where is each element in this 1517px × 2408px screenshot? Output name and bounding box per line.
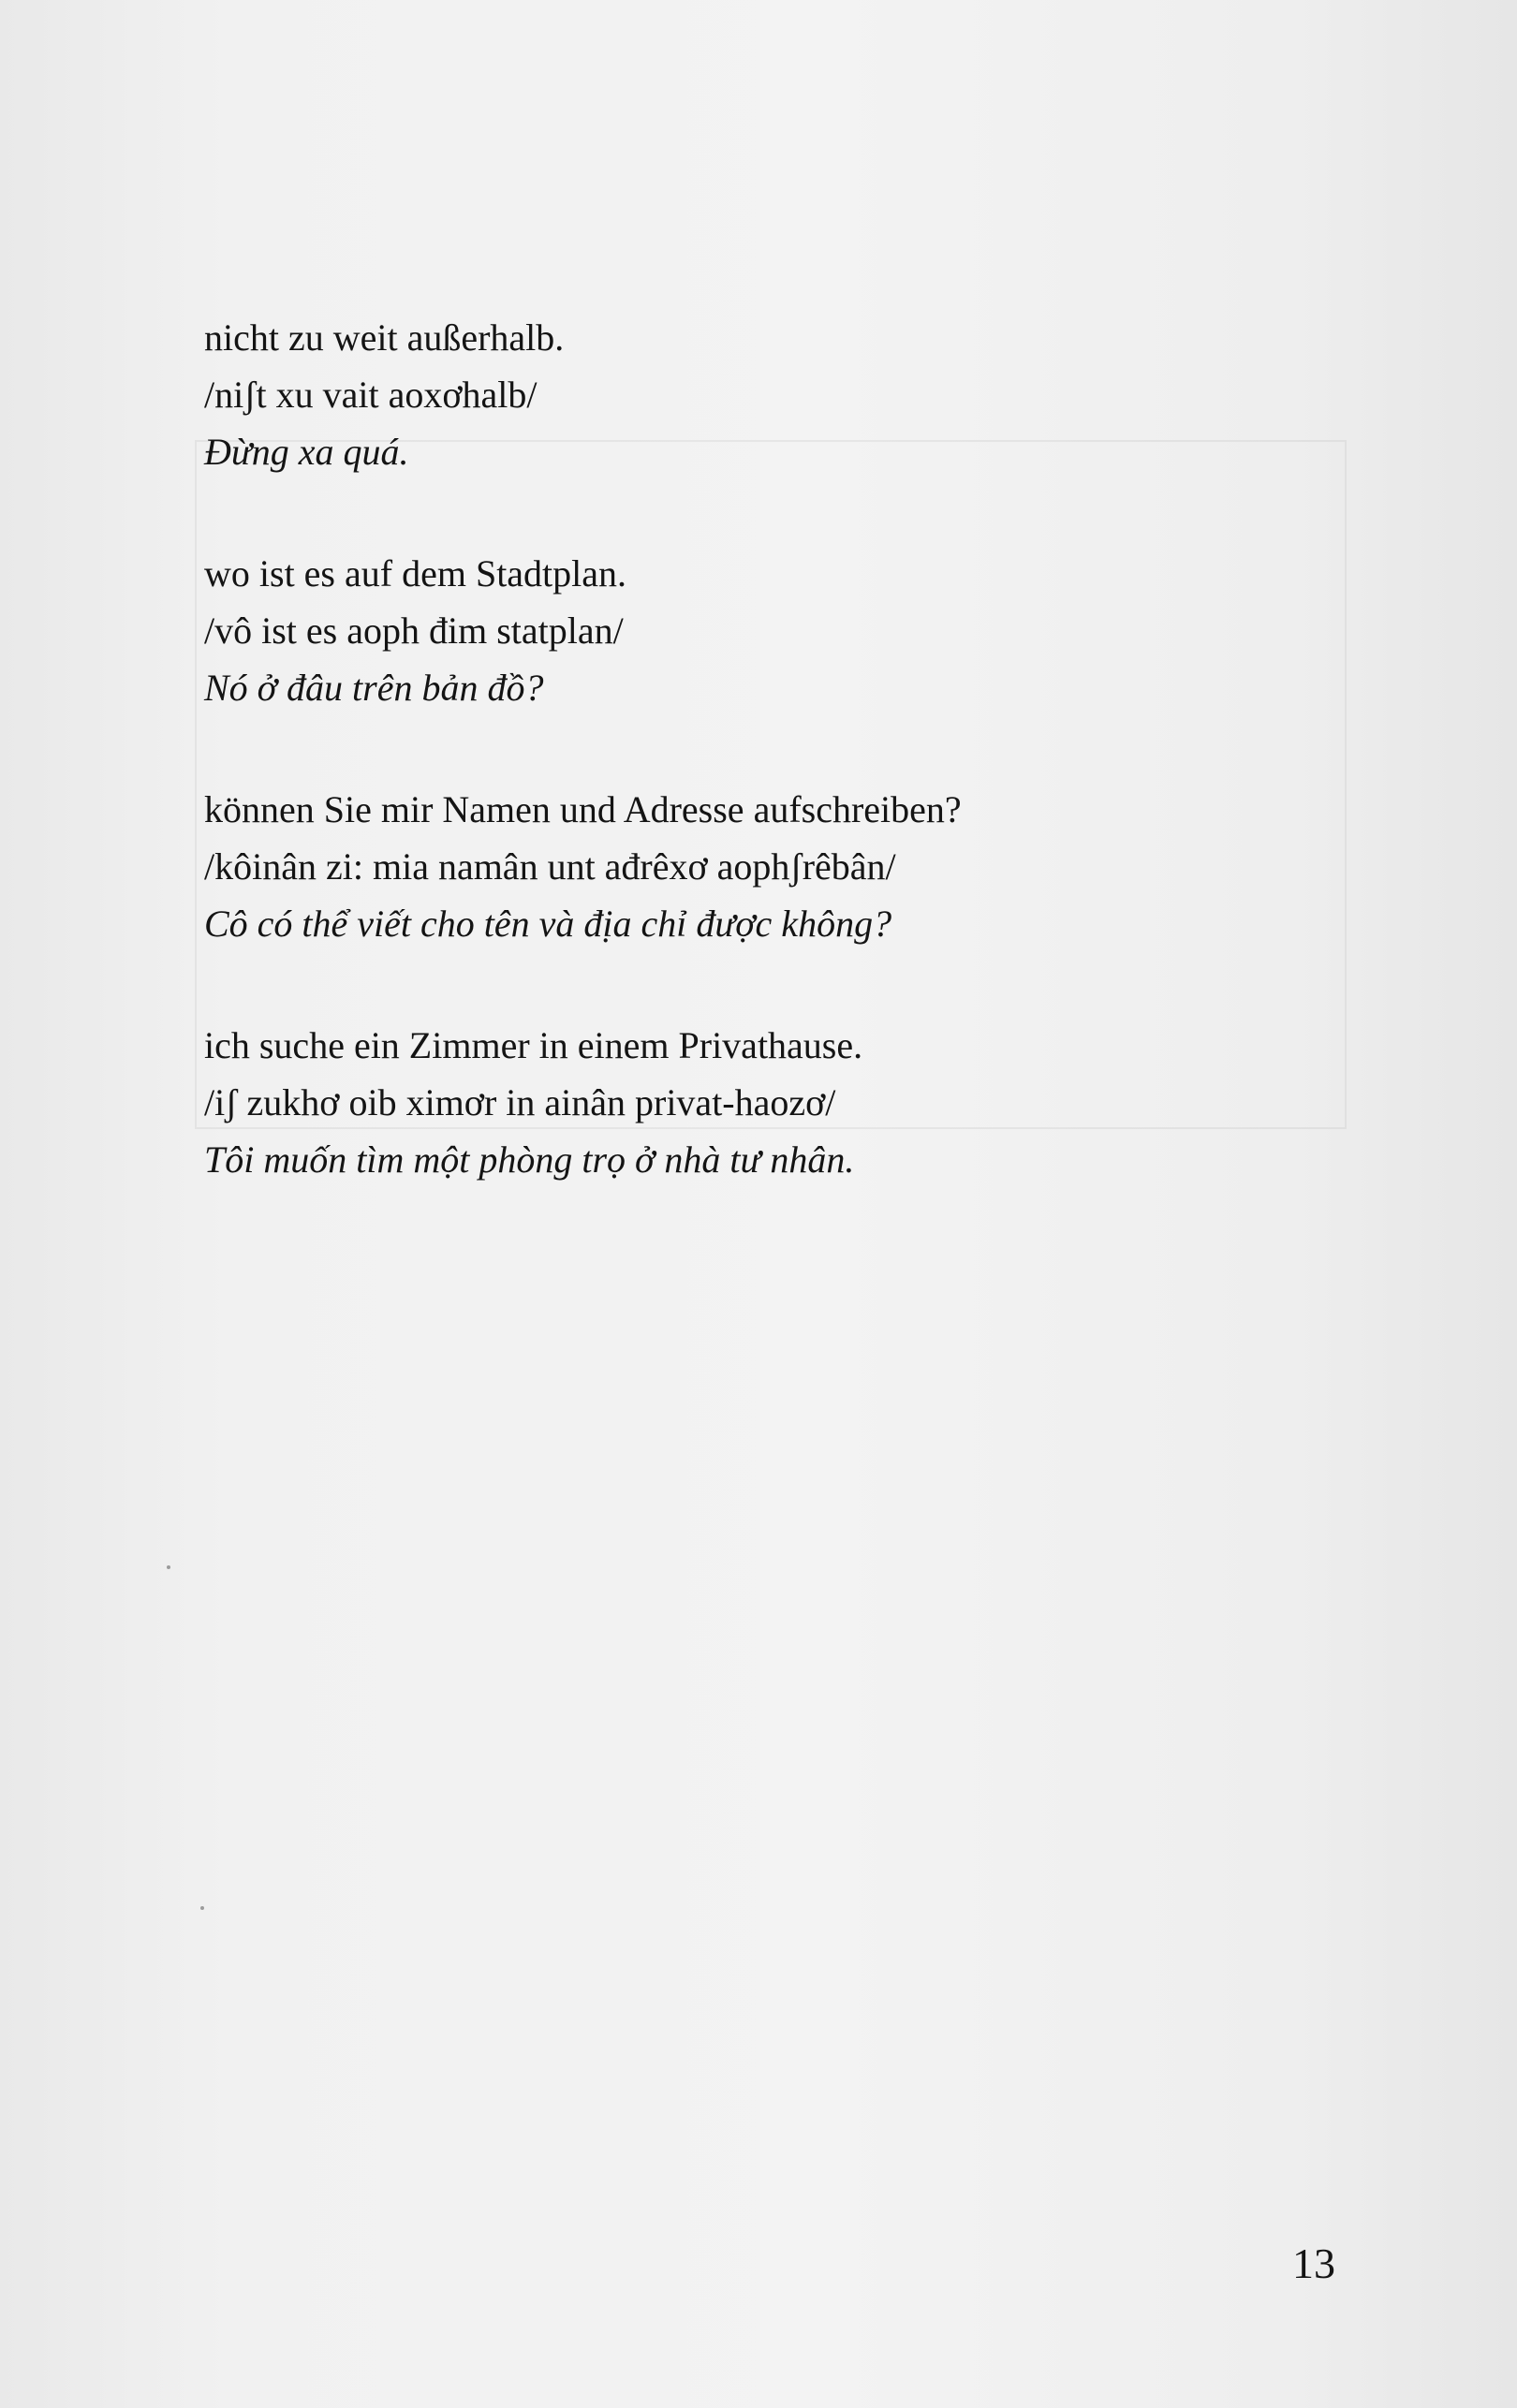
pronunciation: /niʃt xu vait aoxơhalb/ (204, 374, 538, 416)
paper-speck (167, 1565, 170, 1569)
german-phrase: wo ist es auf dem Stadtplan. (204, 552, 627, 595)
phrase-list (204, 309, 1328, 1253)
pronunciation: /kôinân zi: mia namân unt ađrêxơ aophʃrêbân/ (204, 845, 896, 888)
vietnamese-translation: Cô có thể viết cho tên và địa chỉ được không? (204, 903, 892, 945)
pronunciation: /iʃ zukhơ oib ximơr in ainân privat-haozơ/ (204, 1081, 836, 1123)
page-number: 13 (1292, 2239, 1335, 2287)
german-phrase: ich suche ein Zimmer in einem Privathause. (204, 1024, 863, 1066)
pronunciation: /vô ist es aoph đim statplan/ (204, 609, 624, 652)
phrase-entry (204, 781, 1328, 952)
phrase-entry (204, 1017, 1328, 1188)
german-phrase: nicht zu weit außerhalb. (204, 316, 565, 359)
phrase-entry (204, 545, 1328, 716)
vietnamese-translation: Đừng xa quá. (204, 431, 409, 473)
vietnamese-translation: Tôi muốn tìm một phòng trọ ở nhà tư nhân. (204, 1138, 855, 1181)
german-phrase: können Sie mir Namen und Adresse aufschreiben? (204, 788, 962, 830)
vietnamese-translation: Nó ở đâu trên bản đồ? (204, 667, 544, 709)
paper-speck (200, 1906, 204, 1910)
phrase-entry (204, 309, 1328, 480)
